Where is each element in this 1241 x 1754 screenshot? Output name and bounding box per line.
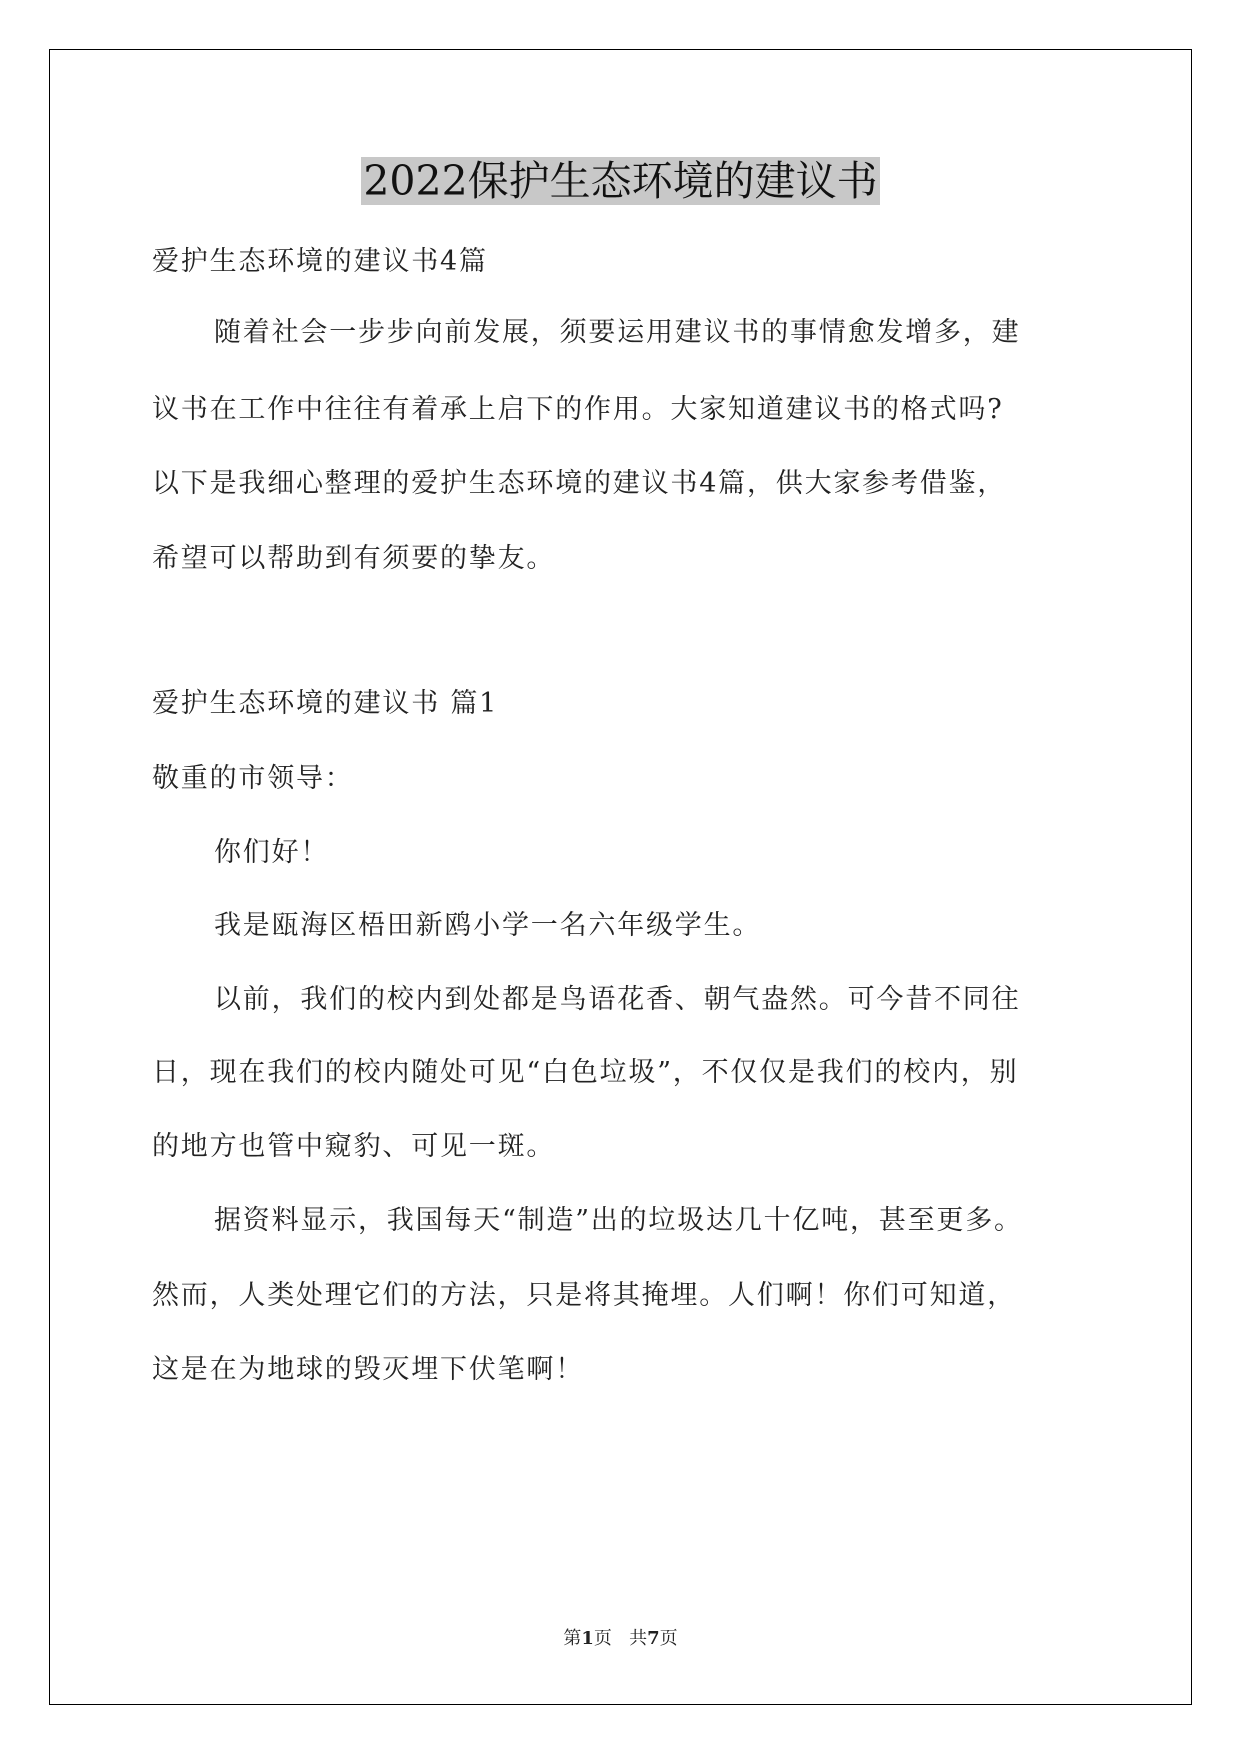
paragraph-line: 这是在为地球的毁灭埋下伏笔啊！: [152, 1354, 584, 1385]
paragraph-line: 议书在工作中往往有着承上启下的作用。大家知道建议书的格式吗?: [152, 394, 1004, 425]
document-title-text: 2022保护生态环境的建议书: [363, 157, 878, 205]
footer-total-prefix: 共: [629, 1628, 648, 1649]
paragraph-line: 我是瓯海区梧田新鸥小学一名六年级学生。: [214, 910, 762, 941]
footer-total-suffix: 页: [659, 1628, 678, 1649]
greeting-line: 你们好！: [214, 837, 330, 868]
paragraph-line: 据资料显示，我国每天“制造”出的垃圾达几十亿吨，甚至更多。: [214, 1205, 1023, 1236]
footer-page-number: 1: [581, 1628, 594, 1649]
footer-page-suffix: 页: [593, 1628, 612, 1649]
paragraph-line: 的地方也管中窥豹、可见一斑。: [152, 1131, 556, 1162]
paragraph-line: 希望可以帮助到有须要的挚友。: [152, 543, 556, 574]
footer-prefix: 第: [563, 1628, 582, 1649]
paragraph-line: 以下是我细心整理的爱护生态环境的建议书4篇，供大家参考借鉴，: [152, 468, 1007, 499]
subtitle-line: 爱护生态环境的建议书4篇: [152, 246, 488, 277]
page-border: [49, 49, 1192, 1705]
paragraph-line: 日，现在我们的校内随处可见“白色垃圾”，不仅仅是我们的校内，别: [152, 1057, 1019, 1088]
paragraph-line: 随着社会一步步向前发展，须要运用建议书的事情愈发增多，建: [214, 317, 1021, 348]
salutation-line: 敬重的市领导：: [152, 763, 354, 794]
paragraph-line: 以前，我们的校内到处都是鸟语花香、朝气盎然。可今昔不同往: [214, 984, 1021, 1015]
page-footer: [0, 1626, 1241, 1652]
paragraph-line: 然而，人类处理它们的方法，只是将其掩埋。人们啊！你们可知道，: [152, 1280, 1016, 1311]
footer-total-pages: 7: [647, 1628, 660, 1649]
document-title: [0, 152, 1241, 210]
section-heading: 爱护生态环境的建议书 篇1: [152, 688, 499, 719]
